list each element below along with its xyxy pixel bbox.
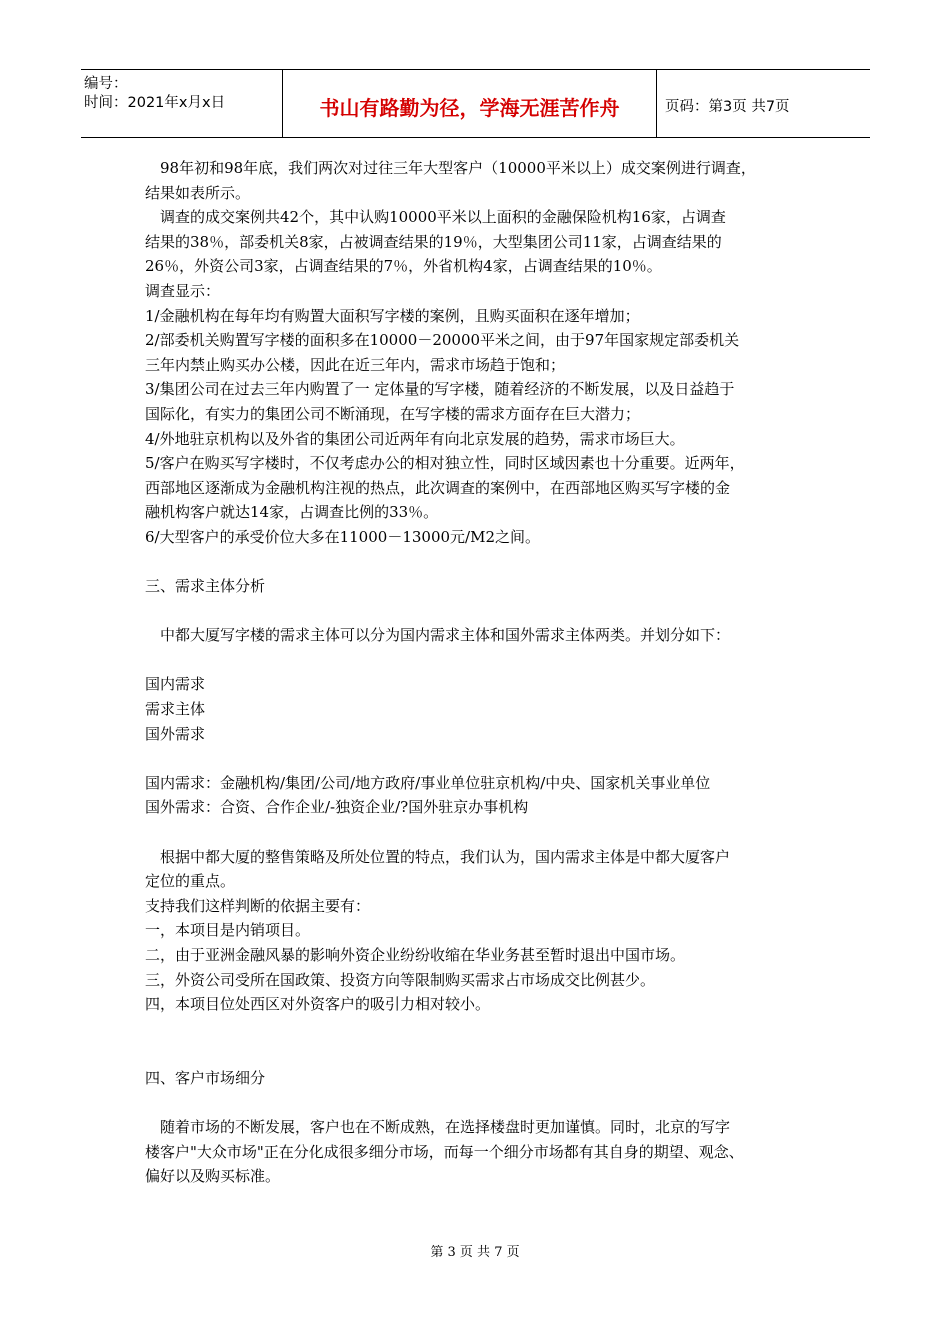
paragraph-market-segmentation-cont: 楼客户"大众市场"正在分化成很多细分市场，而每一个细分市场都有其自身的期望、观念、: [145, 1142, 744, 1161]
basis-title: 支持我们这样判断的依据主要有：: [145, 896, 371, 915]
paragraph-demand-subject: 中都大厦写字楼的需求主体可以分为国内需求主体和国外需求主体两类。并划分如下：: [160, 626, 731, 645]
finding-6: 6/大型客户的承受价位大多在11000－13000元/M2之间。: [145, 527, 540, 546]
finding-5: 5/客户在购买写字楼时，不仅考虑办公的相对独立性，同时区域因素也十分重要。近两年，: [145, 454, 745, 473]
paragraph-market-segmentation-cont: 偏好以及购买标准。: [145, 1167, 281, 1186]
text-line: 结果如表所示。: [145, 183, 251, 202]
spacer: [145, 550, 825, 575]
section-4-heading: 四、客户市场细分: [145, 1068, 266, 1087]
paragraph-survey-results: [145, 205, 825, 230]
text-line: 98年初和98年底，我们两次对过往三年大型客户（10000平米以上）成交案例进行调查，: [160, 159, 756, 177]
finding-5-cont: 西部地区逐渐成为金融机构注视的热点，此次调查的案例中，在西部地区购买写字楼的金: [145, 478, 731, 497]
spacer: [145, 820, 825, 845]
text-line: 26％，外资公司3家，占调查结果的7％，外省机构4家，占调查结果的10％。: [145, 257, 662, 276]
paragraph-survey-intro-cont: [145, 181, 825, 206]
header-motto: 书山有路勤为径，学海无涯苦作舟: [319, 96, 620, 120]
finding-3: 3/集团公司在过去三年内购置了一 定体量的写字楼，随着经济的不断发展，以及日益趋于: [145, 380, 735, 399]
basis-item-2: 二，由于亚洲金融风暴的影响外资企业纷纷收缩在华业务甚至暂时退出中国市场。: [145, 946, 686, 964]
paragraph-survey-results-line2: [145, 230, 825, 255]
spacer: [145, 599, 825, 624]
paragraph-positioning: 根据中都大厦的整售策略及所处位置的特点，我们认为，国内需求主体是中都大厦客户: [160, 847, 731, 866]
finding-2-cont: 三年内禁止购买办公楼，因此在近三年内，需求市场趋于饱和；: [145, 355, 566, 374]
spacer: [145, 1017, 825, 1042]
page-label: 页码：第3页 共7页: [665, 99, 790, 115]
foreign-demand-list: 国外需求：合资、合作企业/-独资企业/?国外驻京办事机构: [145, 798, 529, 817]
text-line: 调查的成交案例共42个，其中认购10000平米以上面积的金融保险机构16家，占调查: [160, 208, 726, 227]
paragraph-survey-intro: [145, 156, 825, 181]
diagram-foreign-demand: 国外需求: [145, 724, 206, 743]
paragraph-survey-results-line3: [145, 254, 825, 279]
spacer: [145, 746, 825, 771]
page-header: [81, 69, 870, 138]
basis-item-1: 一，本项目是内销项目。: [145, 921, 311, 940]
spacer: [145, 1041, 825, 1066]
header-left-cell: [81, 70, 282, 137]
time-label: 时间：2021年x月x日: [84, 95, 226, 111]
section-3-heading: 三、需求主体分析: [145, 577, 266, 596]
basis-item-4: 四，本项目位处西区对外资客户的吸引力相对较小。: [145, 995, 491, 1014]
header-mid-cell: [282, 70, 657, 137]
diagram-demand-subject: 需求主体: [145, 700, 206, 719]
text-line: 结果的38％，部委机关8家，占被调查结果的19％，大型集团公司11家，占调查结果的: [145, 232, 722, 251]
survey-title: 调查显示：: [145, 281, 221, 300]
spacer: [145, 1091, 825, 1116]
paragraph-positioning-cont: 定位的重点。: [145, 872, 236, 891]
basis-item-3: 三，外资公司受所在国政策、投资方向等限制购买需求占市场成交比例甚少。: [145, 970, 656, 989]
page-footer: 第 3 页 共 7 页: [430, 1245, 520, 1260]
domestic-demand-list: 国内需求：金融机构/集团/公司/地方政府/事业单位驻京机构/中央、国家机关事业单位: [145, 773, 711, 792]
finding-5-cont: 融机构客户就达14家，占调查比例的33％。: [145, 503, 439, 522]
header-right-cell: [656, 70, 870, 137]
spacer: [145, 648, 825, 673]
document-body: [145, 156, 825, 1189]
finding-2: 2/部委机关购置写字楼的面积多在10000－20000平米之间，由于97年国家规定部委机关: [145, 331, 740, 350]
finding-1: 1/金融机构在每年均有购置大面积写字楼的案例，且购买面积在逐年增加；: [145, 306, 640, 325]
paragraph-market-segmentation: 随着市场的不断发展，客户也在不断成熟，在选择楼盘时更加谨慎。同时，北京的写字: [160, 1118, 731, 1137]
diagram-domestic-demand: 国内需求: [145, 675, 206, 694]
number-label: 编号：: [84, 76, 128, 92]
finding-4: 4/外地驻京机构以及外省的集团公司近两年有向北京发展的趋势，需求市场巨大。: [145, 429, 685, 448]
finding-3-cont: 国际化，有实力的集团公司不断涌现，在写字楼的需求方面存在巨大潜力；: [145, 404, 641, 423]
